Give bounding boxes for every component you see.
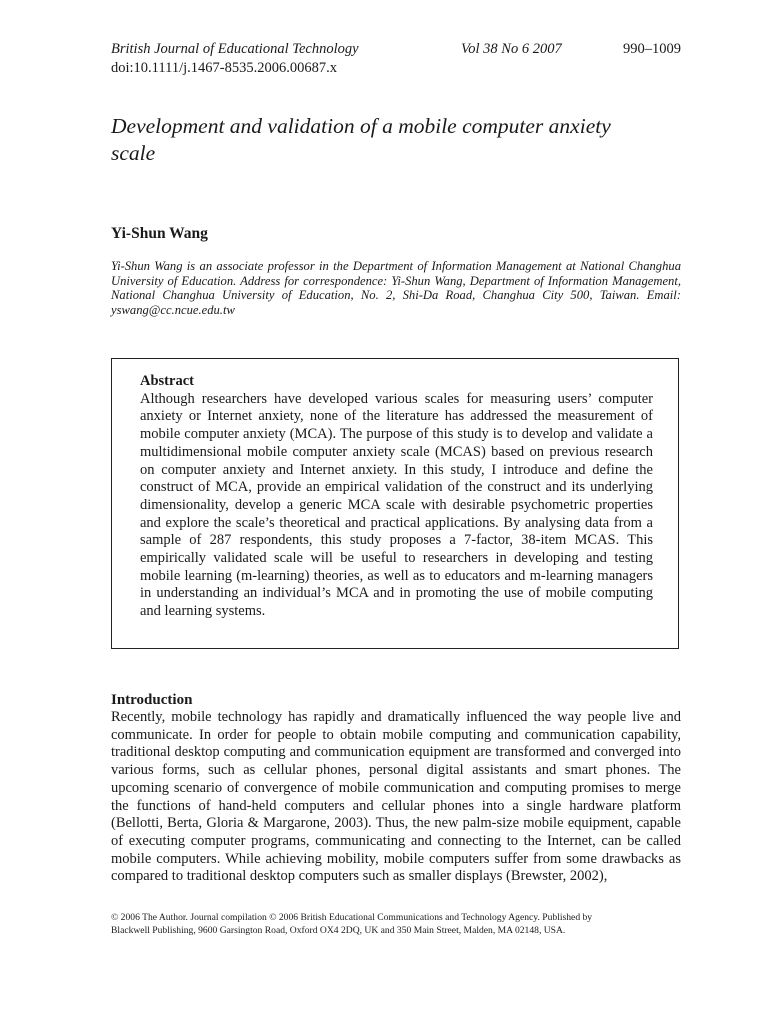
author-name: Yi-Shun Wang xyxy=(111,225,208,242)
copyright-line-1: © 2006 The Author. Journal compilation © 2006 British Educational Communications and Technology Agency. Published by xyxy=(111,912,593,923)
paper-title: Development and validation of a mobile computer anxiety scale xyxy=(111,114,611,165)
copyright-line-2: Blackwell Publishing, 9600 Garsington Road, Oxford OX4 2DQ, UK and 350 Main Street, Malden, MA 02148, USA. xyxy=(111,924,566,936)
copyright-footer xyxy=(111,912,681,937)
abstract-heading: Abstract xyxy=(140,373,194,389)
page-range: 990–1009 xyxy=(623,41,681,57)
author-affiliation: Yi-Shun Wang is an associate professor in the Department of Information Management at National Changhua University of Education. Address for correspondence: Yi-Shun Wang, Department of Information Management, National Changhua University of Education, No. 2, Shi-Da Road, Changhua City 500, Taiwan. Email: yswang@cc.ncue.edu.tw xyxy=(111,259,681,318)
abstract-box xyxy=(111,358,679,649)
journal-name: British Journal of Educational Technology xyxy=(111,41,359,57)
doi: doi:10.1111/j.1467-8535.2006.00687.x xyxy=(111,60,337,76)
volume-info: Vol 38 No 6 2007 xyxy=(461,41,562,57)
abstract-text: Although researchers have developed various scales for measuring users’ computer anxiety or Internet anxiety, none of the literature has addressed the measurement of mobile computer anxiety (MCA). The purpose of this study is to develop and validate a multidimensional mobile computer anxiety scale (MCAS) based on previous research on computer anxiety and Internet anxiety. In this study, I introduce and define the construct of MCA, provide an empirical validation of the construct and its underlying dimensionality, develop a generic MCA scale with desirable psychometric properties and explore the scale’s theoretical and practical applications. By analysing data from a sample of 287 respondents, this study proposes a 7-factor, 38-item MCAS. This empirically validated scale will be useful to researchers in developing and testing mobile learning (m-learning) theories, as well as to educators and m-learning managers in understanding an individual’s MCA and in promoting the use of mobile computing and learning systems. xyxy=(140,390,653,620)
journal-header xyxy=(111,40,681,78)
introduction-heading: Introduction xyxy=(111,692,193,708)
introduction-text: Recently, mobile technology has rapidly and dramatically influenced the way people live and communicate. In order for people to obtain mobile computing and communication capability, traditional desktop computing and communication equipment are transformed and converged into various forms, such as cellular phones, personal digital assistants and smart phones. The upcoming scenario of convergence of mobile communication and computing promises to merge the functions of hand-held computers and cellular phones into a single hardware platform (Bellotti, Berta, Gloria & Margarone, 2003). Thus, the new palm-size mobile equipment, capable of executing computer programs, communicating and connecting to the Internet, can be called mobile computers. While achieving mobility, mobile computers suffer from some drawbacks as compared to traditional desktop computers such as smaller displays (Brewster, 2002), xyxy=(111,709,681,885)
